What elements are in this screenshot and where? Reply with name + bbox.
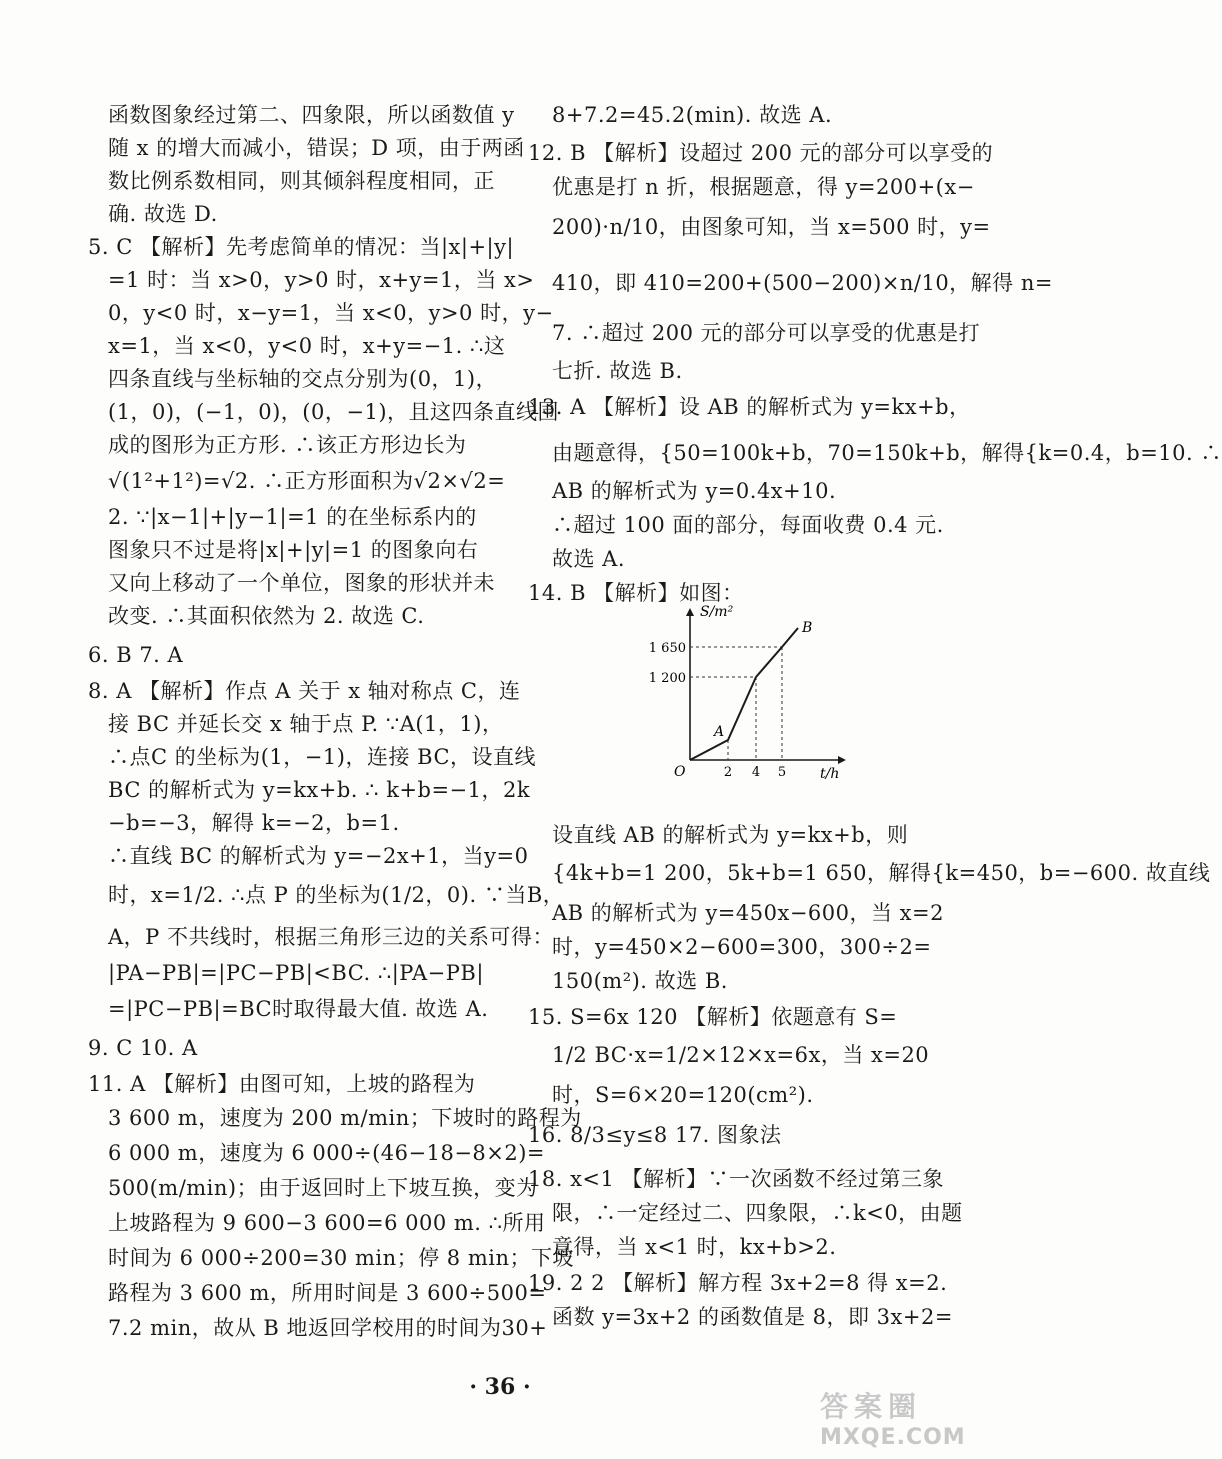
text-line: 路程为 3 600 m，所用时间是 3 600÷500= (108, 1281, 547, 1305)
s-t-graph (648, 600, 850, 782)
text-line: =1 时：当 x>0，y>0 时，x+y=1，当 x> (108, 268, 535, 292)
text-line: ∴直线 BC 的解析式为 y=−2x+1，当y=0 (108, 844, 529, 868)
text-line: |PA−PB|=|PC−PB|<BC. ∴|PA−PB| (108, 961, 484, 985)
text-line: 8+7.2=45.2(min). 故选 A. (552, 103, 833, 127)
answers-9-10: 9. C 10. A (88, 1036, 198, 1060)
text-line: 接 BC 并延长交 x 轴于点 P. ∵A(1，1)， (108, 712, 504, 736)
text-line: =|PC−PB|=BC时取得最大值. 故选 A. (108, 997, 489, 1021)
text-line: 改变. ∴其面积依然为 2. 故选 C. (108, 604, 425, 628)
text-line: 时，S=6×20=120(cm²). (552, 1083, 814, 1107)
text-line: √(1²+1²)=√2. ∴正方形面积为√2×√2= (108, 469, 506, 493)
text-line: 410，即 410=200+(500−200)×n/10，解得 n= (552, 271, 1053, 295)
text-line: 由题意得，{50=100k+b，70=150k+b，解得{k=0.4，b=10. ∴ (552, 441, 1222, 465)
text-line: 函数图象经过第二、四象限，所以函数值 y (108, 103, 515, 127)
answer-13: 13. A 【解析】设 AB 的解析式为 y=kx+b， (528, 395, 971, 419)
text-line: 150(m²). 故选 B. (552, 969, 728, 993)
text-line: 7. ∴超过 200 元的部分可以享受的优惠是打 (552, 321, 981, 345)
point-a-label: A (714, 724, 725, 740)
text-line: 又向上移动了一个单位，图象的形状并未 (108, 571, 495, 595)
watermark-logo (820, 1385, 990, 1455)
origin-label: O (674, 764, 686, 780)
y-tick-1650: 1 650 (648, 641, 686, 656)
text-line: x=1，当 x<0，y<0 时，x+y=−1. ∴这 (108, 334, 506, 358)
text-line: 7.2 min，故从 B 地返回学校用的时间为30+ (108, 1316, 548, 1340)
text-line: 故选 A. (552, 547, 626, 571)
answer-5: 5. C 【解析】先考虑简单的情况：当|x|+|y| (88, 235, 515, 259)
y-axis-arrow (686, 608, 694, 616)
text-line: (1，0)，(−1，0)，(0，−1)，且这四条直线围 (108, 400, 560, 424)
answers-6-7: 6. B 7. A (88, 643, 184, 667)
x-axis-label: t/h (820, 766, 840, 782)
text-line: 确. 故选 D. (108, 202, 218, 226)
y-axis-label: S/m² (700, 604, 734, 620)
s-t-line (690, 628, 798, 760)
point-b-label: B (802, 620, 813, 636)
text-line: 6 000 m，速度为 6 000÷(46−18−8×2)= (108, 1141, 546, 1165)
text-line: {4k+b=1 200，5k+b=1 650，解得{k=450，b=−600. 故直线 (552, 861, 1211, 885)
answer-15: 15. S=6x 120 【解析】依题意有 S= (528, 1005, 898, 1029)
text-line: 四条直线与坐标轴的交点分别为(0，1)， (108, 367, 498, 391)
text-line: 七折. 故选 B. (552, 359, 683, 383)
text-line: 3 600 m，速度为 200 m/min；下坡时的路程为 (108, 1106, 582, 1130)
text-line: 成的图形为正方形. ∴该正方形边长为 (108, 433, 467, 457)
text-line: ∴超过 100 面的部分，每面收费 0.4 元. (552, 513, 944, 537)
x-tick-5: 5 (777, 765, 787, 780)
page-number: · 36 · (469, 1374, 531, 1400)
text-line: 2. ∵|x−1|+|y−1|=1 的在坐标系内的 (108, 505, 477, 529)
text-line: 时，y=450×2−600=300，300÷2= (552, 935, 932, 959)
answer-14: 14. B 【解析】如图： (528, 581, 744, 605)
text-line: AB 的解析式为 y=0.4x+10. (552, 479, 837, 503)
text-line: 数比例系数相同，则其倾斜程度相同，正 (108, 169, 495, 193)
answer-19: 19. 2 2 【解析】解方程 3x+2=8 得 x=2. (528, 1271, 948, 1295)
text-line: 限，∴一定经过二、四象限，∴k<0，由题 (552, 1201, 963, 1225)
answer-18: 18. x<1 【解析】∵一次函数不经过第三象 (528, 1167, 945, 1191)
watermark-text: 答案圈 (820, 1390, 923, 1423)
text-line: 意得，当 x<1 时，kx+b>2. (552, 1235, 837, 1259)
answer-8: 8. A 【解析】作点 A 关于 x 轴对称点 C，连 (88, 679, 521, 703)
text-line: AB 的解析式为 y=450x−600，当 x=2 (552, 901, 944, 925)
x-axis-arrow (838, 756, 846, 764)
answer-12: 12. B 【解析】设超过 200 元的部分可以享受的 (528, 141, 994, 165)
text-line: 设直线 AB 的解析式为 y=kx+b，则 (552, 823, 909, 847)
text-line: 函数 y=3x+2 的函数值是 8，即 3x+2= (552, 1305, 953, 1329)
text-line: 500(m/min)；由于返回时上下坡互换，变为 (108, 1176, 538, 1200)
x-tick-2: 2 (723, 765, 733, 780)
text-line: ∴点C 的坐标为(1，−1)，连接 BC，设直线 (108, 745, 537, 769)
watermark-url: MXQE.COM (820, 1425, 966, 1450)
text-line: 时间为 6 000÷200=30 min；停 8 min；下坡 (108, 1246, 574, 1270)
text-line: 上坡路程为 9 600−3 600=6 000 m. ∴所用 (108, 1211, 546, 1235)
text-line: 0，y<0 时，x−y=1，当 x<0，y>0 时，y− (108, 301, 554, 325)
text-line: 1/2 BC·x=1/2×12×x=6x，当 x=20 (552, 1043, 930, 1067)
text-line: 时，x=1/2. ∴点 P 的坐标为(1/2，0). ∵当B， (108, 883, 565, 907)
text-line: 优惠是打 n 折，根据题意，得 y=200+(x− (552, 175, 975, 199)
text-line: 图象只不过是将|x|+|y|=1 的图象向右 (108, 538, 479, 562)
text-line: 随 x 的增大而减小，错误；D 项，由于两函 (108, 136, 525, 160)
answers-16-17: 16. 8/3≤y≤8 17. 图象法 (528, 1123, 782, 1147)
y-tick-1200: 1 200 (648, 671, 686, 686)
answer-11: 11. A 【解析】由图可知，上坡的路程为 (88, 1072, 476, 1096)
text-line: A，P 不共线时，根据三角形三边的关系可得： (108, 925, 554, 949)
text-line: −b=−3，解得 k=−2，b=1. (108, 811, 400, 835)
text-line: 200)·n/10，由图象可知，当 x=500 时，y= (552, 215, 991, 239)
x-tick-4: 4 (751, 765, 761, 780)
text-line: BC 的解析式为 y=kx+b. ∴ k+b=−1，2k (108, 778, 531, 802)
